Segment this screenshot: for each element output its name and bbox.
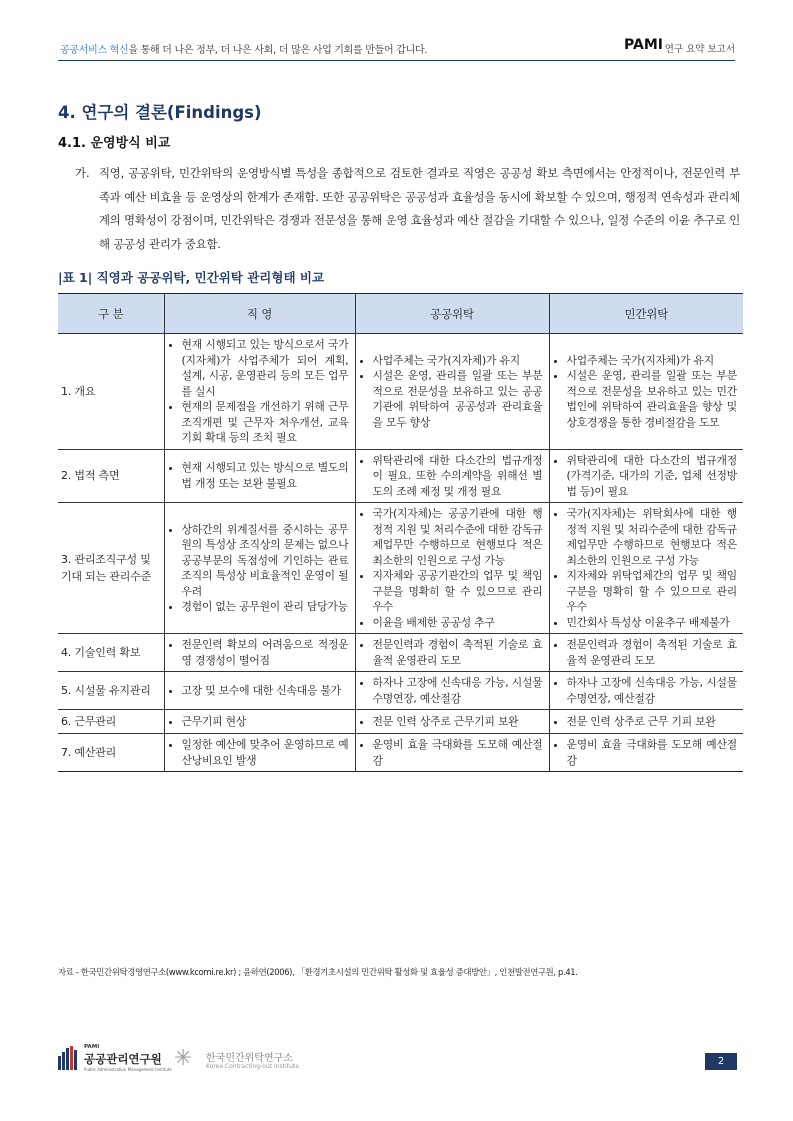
logo1-english: Public Administration Management Institute	[84, 1067, 172, 1072]
comparison-table	[58, 293, 743, 772]
bullet-item: • 위탁관리에 대한 다소간의 법규개정이 필요. 또한 수의계약을 위해선 별도의 조례 제정 및 개정 필요	[373, 453, 543, 500]
bullet-item: • 전문 인력 상주로 근무기피 보완	[373, 714, 543, 730]
bullet-list	[362, 675, 543, 706]
bullet-list	[362, 453, 543, 500]
bullet-item: • 일정한 예산에 맞추어 운영하므로 예산낭비요인 발생	[182, 737, 349, 768]
bullet-list	[556, 353, 738, 431]
table-header-row	[58, 294, 743, 334]
bullet-item: • 현재 시행되고 있는 방식으로서 국가(지자체)가 사업주체가 되어 계획, 설계, 시공, 운영관리 등의 모든 업무를 실시	[182, 337, 349, 399]
bullet-item: • 운영비 효율 극대화를 도모해 예산절감	[567, 737, 738, 768]
cell-public	[355, 503, 549, 634]
header-public: 공공위탁	[355, 294, 549, 334]
bullet-list	[556, 714, 738, 730]
table-row	[58, 672, 743, 710]
section-subtitle: 4.1. 운영방식 비교	[58, 136, 171, 151]
table-row	[58, 634, 743, 672]
header-brand: PAMI	[624, 37, 663, 53]
bullet-list	[362, 737, 543, 768]
bullet-list	[171, 522, 349, 615]
row-label: 6. 근무관리	[58, 710, 164, 734]
cell-direct	[164, 334, 355, 450]
kcoi-logo	[174, 1046, 334, 1076]
header-tagline	[60, 41, 427, 56]
table-row	[58, 334, 743, 450]
cell-public	[355, 634, 549, 672]
bullet-item: • 국가(지자체)는 공공기관에 대한 행정적 지원 및 처리수준에 대한 감독규제업무만 수행하므로 현행보다 적은 최소한의 인원으로 구성 가능	[373, 506, 543, 568]
bullet-item: • 사업주체는 국가(지자체)가 유지	[567, 353, 738, 369]
bullet-item: • 현재 시행되고 있는 방식으로 별도의 법 개정 또는 보완 불필요	[182, 460, 349, 491]
bullet-item: • 전문 인력 상주로 근무 기피 보완	[567, 714, 738, 730]
paragraph-text: 직영, 공공위탁, 민간위탁의 운영방식별 특성을 종합적으로 검토한 결과로 직영은 공공성 확보 측면에서는 안정적이나, 전문인력 부족과 예산 비효율 등 운영상의 한계가 존재함. 또한 공공위탁은 공공성과 효율성을 동시에 확보할 수 있으며, 행정적 연속성과 관리체계의 명확성이 강점이며, 민간위탁은 경쟁과 전문성을 통해 운영 효율성과 예산 절감을 기대할 수 있으나, 일정 수준의 이윤 추구로 인해 공공성 관리가 중요함.	[99, 166, 740, 251]
cell-private	[549, 334, 743, 450]
bullet-list	[556, 675, 738, 706]
bullet-list	[362, 353, 543, 431]
bullet-list	[171, 637, 349, 668]
table-row	[58, 449, 743, 503]
bullet-item: • 운영비 효율 극대화를 도모해 예산절감	[373, 737, 543, 768]
header-direct: 직 영	[164, 294, 355, 334]
bullet-item: • 경험이 없는 공무원이 관리 담당가능	[182, 599, 349, 615]
cell-direct	[164, 734, 355, 772]
bullet-item: • 전문인력 확보의 어려움으로 적정운영 경쟁성이 떨어짐	[182, 637, 349, 668]
logo2-english: Korea Contracting-out Institute	[206, 1063, 299, 1070]
row-label: 1. 개요	[58, 334, 164, 450]
header-report-type: 연구 요약 보고서	[664, 44, 735, 55]
bullet-list	[556, 637, 738, 668]
cell-public	[355, 672, 549, 710]
table-caption: |표 1| 직영과 공공위탁, 민간위탁 관리형태 비교	[58, 270, 325, 285]
bullet-list	[362, 637, 543, 668]
table-row	[58, 710, 743, 734]
pami-logo	[58, 1040, 170, 1076]
cell-public	[355, 449, 549, 503]
cell-private	[549, 734, 743, 772]
findings-paragraph	[75, 162, 740, 256]
bullet-list	[362, 506, 543, 630]
section-title: 4. 연구의 결론(Findings)	[58, 103, 262, 122]
bullet-item: • 전문인력과 경험이 축적된 기술로 효율적 운영관리 도모	[373, 637, 543, 668]
bars-icon	[58, 1046, 80, 1070]
cell-private	[549, 710, 743, 734]
tagline-rest: 을 통해 더 나은 정부, 더 나은 사회, 더 많은 사업 기회를 만들어 갑니다.	[128, 45, 428, 56]
row-label: 5. 시설물 유지관리	[58, 672, 164, 710]
bullet-item: • 현재의 문제점을 개선하기 위해 근무조직개편 및 근무자 처우개선, 교육 기회 확대 등의 조치 필요	[182, 399, 349, 446]
cell-direct	[164, 672, 355, 710]
cell-private	[549, 503, 743, 634]
bullet-list	[171, 460, 349, 491]
bullet-item: • 하자나 고장에 신속대응 가능, 시설물 수명연장, 예산절감	[373, 675, 543, 706]
row-label: 2. 법적 측면	[58, 449, 164, 503]
bullet-list	[556, 737, 738, 768]
cell-direct	[164, 503, 355, 634]
bullet-item: • 국가(지자체)는 위탁회사에 대한 행정적 지원 및 처리수준에 대한 감독규제업무만 수행하므로 현행보다 적은 최소한의 인원으로 구성 가능	[567, 506, 738, 568]
bullet-item: • 전문인력과 경험이 축적된 기술로 효율적 운영관리 도모	[567, 637, 738, 668]
sun-icon: ✳	[174, 1046, 193, 1071]
logo1-name: 공공관리연구원	[84, 1052, 162, 1066]
bullet-list	[171, 683, 349, 699]
cell-private	[549, 672, 743, 710]
bullet-list	[556, 453, 738, 500]
tagline-highlight: 공공서비스 혁신	[60, 45, 129, 56]
logo1-small: PAMI	[84, 1044, 100, 1050]
row-label: 3. 관리조직구성 및 기대 되는 관리수준	[58, 503, 164, 634]
bullet-item: • 고장 및 보수에 대한 신속대응 불가	[182, 683, 349, 699]
table-row	[58, 734, 743, 772]
bullet-item: • 지자체와 위탁업체간의 업무 및 책임구분을 명확히 할 수 있으므로 관리 우수	[567, 568, 738, 615]
bullet-item: • 사업주체는 국가(지자체)가 유지	[373, 353, 543, 369]
cell-private	[549, 449, 743, 503]
header-category: 구 분	[58, 294, 164, 334]
cell-public	[355, 734, 549, 772]
cell-direct	[164, 710, 355, 734]
bullet-item: • 민간회사 특성상 이윤추구 배제불가	[567, 615, 738, 631]
row-label: 7. 예산관리	[58, 734, 164, 772]
header-private: 민간위탁	[549, 294, 743, 334]
cell-private	[549, 634, 743, 672]
bullet-item: • 상하간의 위계질서를 중시하는 공무원의 특성상 조직상의 문제는 없으나 공공부문의 독점성에 기인하는 관료조직의 특성상 비효율적인 운영이 될 우려	[182, 522, 349, 600]
bullet-item: • 이윤을 배제한 공공성 추구	[373, 615, 543, 631]
bullet-list	[171, 714, 349, 730]
page-number: 2	[705, 1053, 737, 1070]
bullet-list	[171, 337, 349, 446]
bullet-item: • 근무기피 현상	[182, 714, 349, 730]
table-row	[58, 503, 743, 634]
source-note: 자료 - 한국민간위탁경영연구소(www.kcomi.re.kr) ; 윤하연(2006), 「환경기초시설의 민간위탁 활성화 및 효율성 증대방안」, 인천발전연구원, p.41.	[58, 967, 578, 977]
paragraph-label: 가.	[75, 166, 90, 180]
bullet-item: • 위탁관리에 대한 다소간의 법규개정 (가격기준, 대가의 기준, 업체 선정방법 등)이 필요	[567, 453, 738, 500]
bullet-item: • 지자체와 공공기관간의 업무 및 책임구분을 명확히 할 수 있으므로 관리 우수	[373, 568, 543, 615]
bullet-item: • 하자나 고장에 신속대응 가능, 시설물 수명연장, 예산절감	[567, 675, 738, 706]
bullet-list	[556, 506, 738, 630]
logo2-name: 한국민간위탁연구소	[206, 1053, 293, 1064]
bullet-item: • 시설은 운영, 관리를 일괄 또는 부분적으로 전문성을 보유하고 있는 공공기관에 위탁하여 공공성과 관리효율을 모두 향상	[373, 368, 543, 430]
bullet-item: • 시설은 운영, 관리를 일괄 또는 부분적으로 전문성을 보유하고 있는 민간 법인에 위탁하여 관리효율을 향상 및 상호경쟁을 통한 경비절감을 도모	[567, 368, 738, 430]
cell-public	[355, 710, 549, 734]
cell-public	[355, 334, 549, 450]
row-label: 4. 기술인력 확보	[58, 634, 164, 672]
cell-direct	[164, 449, 355, 503]
bullet-list	[171, 737, 349, 768]
page-header	[58, 36, 735, 61]
cell-direct	[164, 634, 355, 672]
bullet-list	[362, 714, 543, 730]
